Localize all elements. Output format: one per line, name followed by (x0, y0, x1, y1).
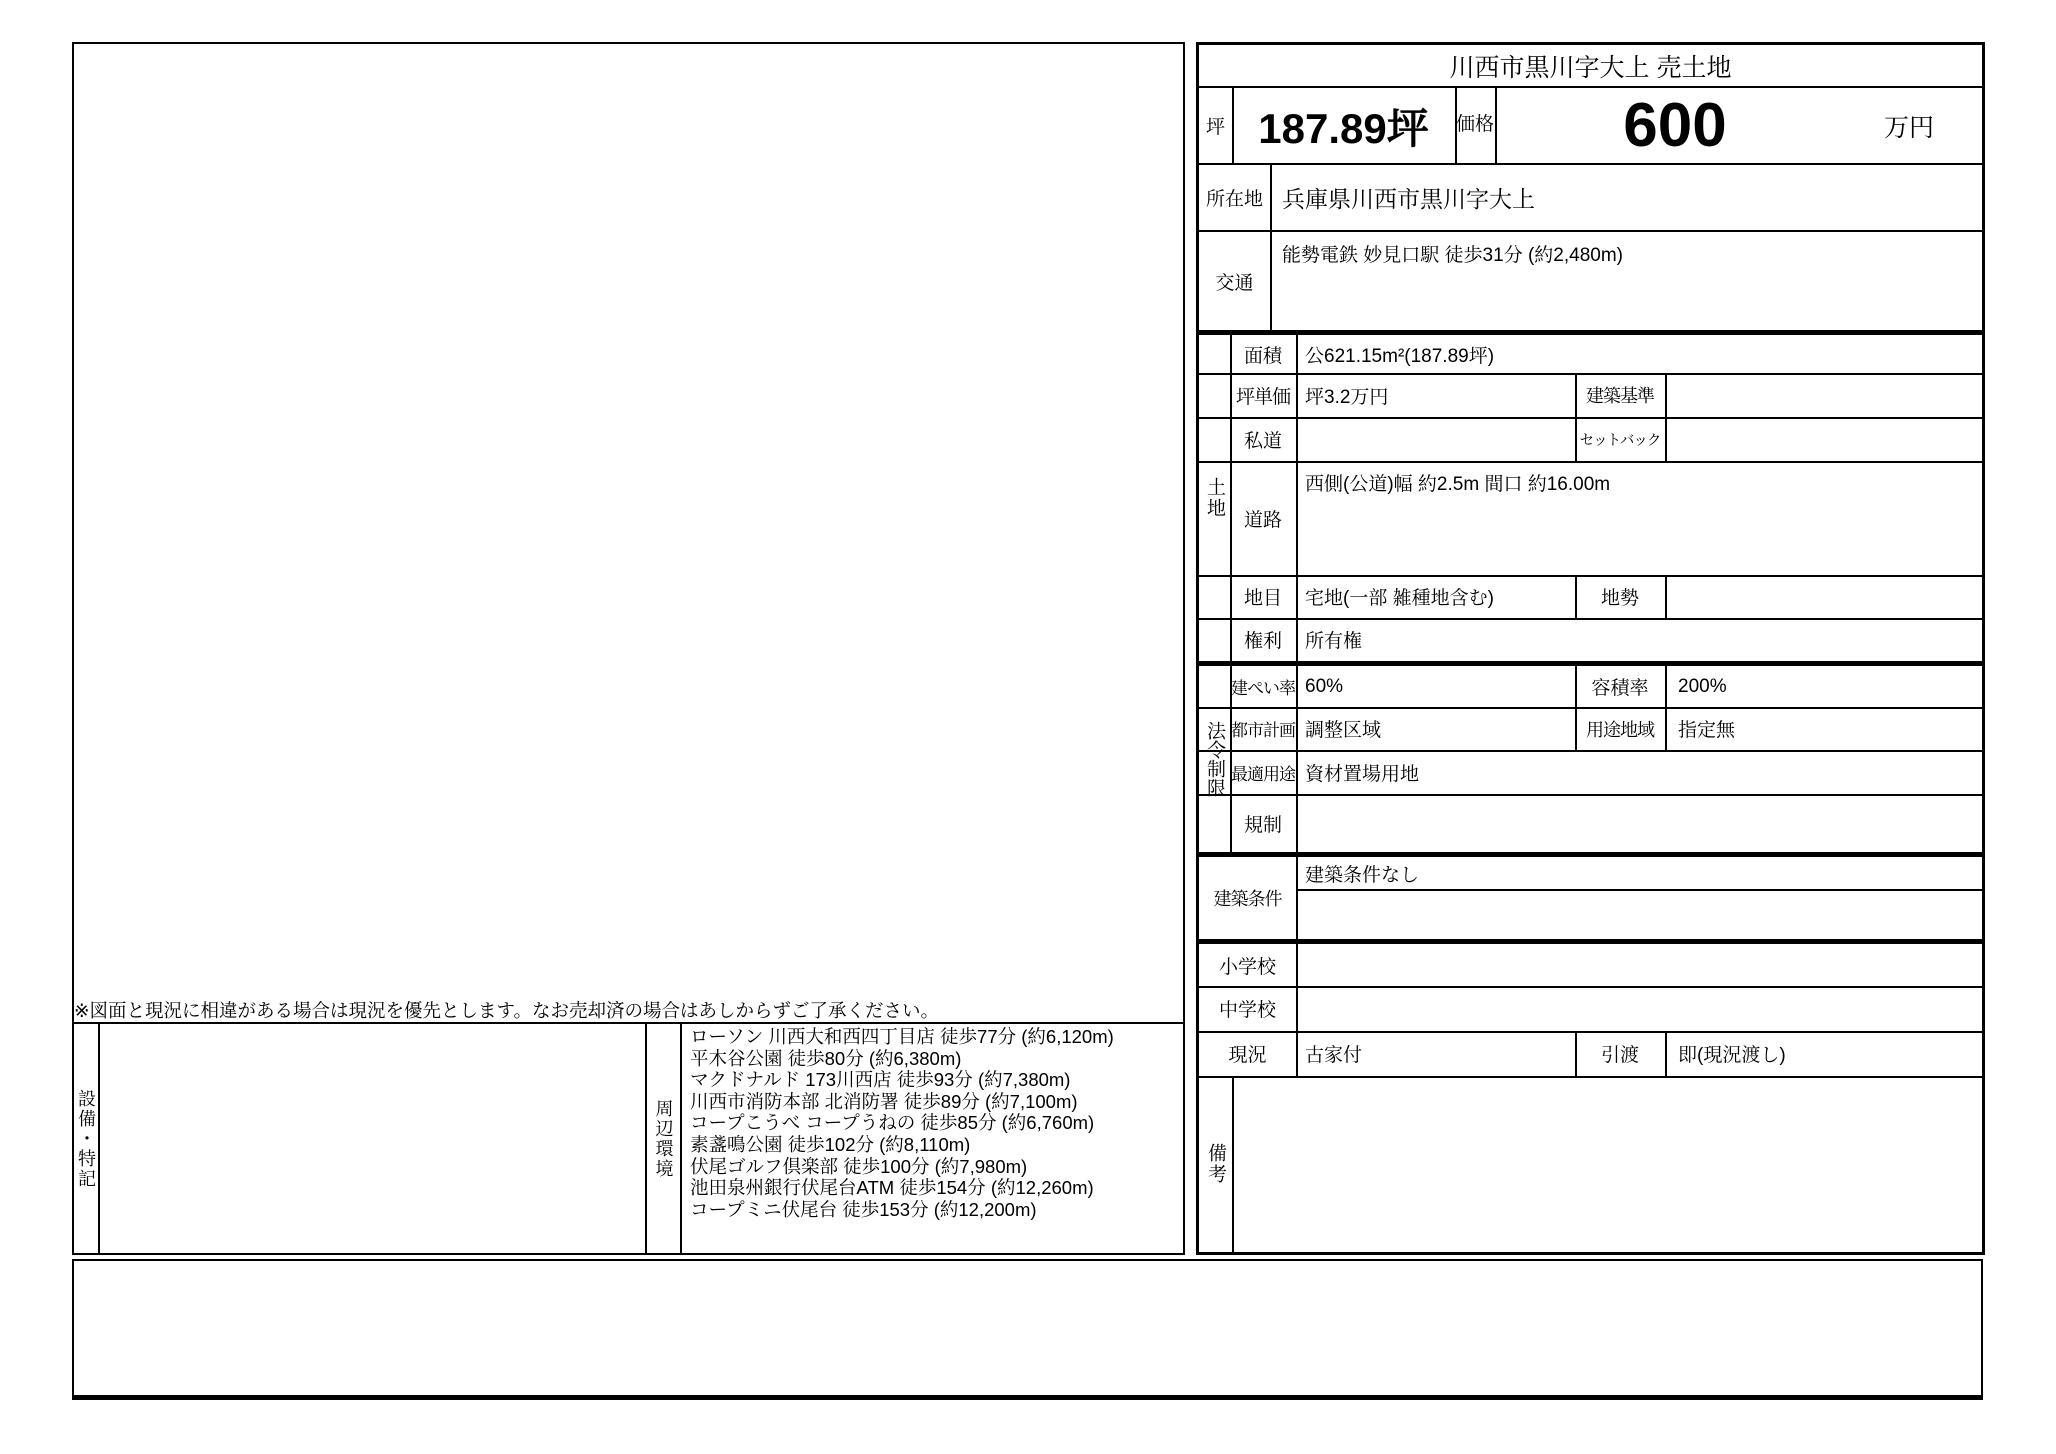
environment-list (690, 1026, 1182, 1220)
environment-item: 素盞鳴公園 徒歩102分 (約8,110m) (690, 1133, 971, 1155)
kenpei-value: 60% (1305, 675, 1344, 697)
shogakko-label: 小学校 (1218, 956, 1276, 978)
access-value: 能勢電鉄 妙見口駅 徒歩31分 (約2,480m) (1282, 245, 1623, 266)
environment-label-divider (680, 1024, 682, 1253)
genkyo-label: 現況 (1228, 1045, 1267, 1066)
biko-label: 備考 (1205, 1143, 1226, 1185)
location-label: 所在地 (1205, 189, 1263, 210)
footer-box (72, 1259, 1983, 1400)
yosekiritsu-value: 200% (1678, 675, 1727, 697)
environment-item: コープこうべ コープうねの 徒歩85分 (約6,760m) (690, 1112, 1095, 1134)
listing-title: 川西市黒川字大上 売土地 (1449, 53, 1732, 82)
doro-value: 西側(公道)幅 約2.5m 間口 約16.00m (1305, 474, 1611, 495)
area-unit-label: 坪 (1205, 117, 1225, 138)
environment-item: 池田泉州銀行伏尾台ATM 徒歩154分 (約12,260m) (690, 1177, 1094, 1199)
yosekiritsu-label: 容積率 (1591, 678, 1649, 699)
spec-panel-inner (1199, 45, 1982, 1252)
saiteki-yoto-value: 資材置場用地 (1305, 763, 1420, 785)
kenri-value: 所有権 (1305, 631, 1363, 652)
yoto-chiiki-value: 指定無 (1678, 720, 1736, 741)
access-label: 交通 (1215, 272, 1254, 294)
horei-section-label: 法令制限 (1204, 721, 1225, 797)
chugakko-label: 中学校 (1218, 1000, 1276, 1021)
yoto-chiiki-label: 用途地域 (1586, 719, 1654, 740)
disclaimer-text: ※図面と現況に相違がある場合は現況を優先とします。なお売却済の場合はあしからずご了承ください。 (74, 1000, 940, 1021)
kenchiku-joken-label: 建築条件 (1213, 889, 1282, 909)
setback-label: セットバック (1579, 432, 1661, 449)
genkyo-value: 古家付 (1305, 1045, 1363, 1066)
location-value: 兵庫県川西市黒川字大上 (1282, 186, 1535, 212)
land-section-label: 土地 (1204, 477, 1225, 519)
menseki-label: 面積 (1243, 345, 1282, 367)
toshi-keikaku-value: 調整区域 (1305, 720, 1382, 741)
hikiwatashi-label: 引渡 (1600, 1045, 1639, 1066)
shido-label: 私道 (1243, 430, 1282, 452)
area-value: 187.89坪 (1258, 104, 1429, 152)
saiteki-yoto-label: 最適用途 (1231, 764, 1295, 784)
tsubo-tanka-value: 坪3.2万円 (1305, 386, 1389, 408)
kenchiku-joken-value: 建築条件なし (1305, 864, 1420, 886)
environment-item: 平木谷公園 徒歩80分 (約6,380m) (690, 1047, 962, 1069)
price-value: 600 (1623, 91, 1727, 160)
environment-item: ローソン 川西大和西四丁目店 徒歩77分 (約6,120m) (690, 1026, 1114, 1047)
price-label: 価格 (1455, 114, 1494, 136)
chimoku-label: 地目 (1243, 588, 1282, 609)
toshi-keikaku-label: 都市計画 (1231, 721, 1295, 740)
chisei-label: 地勢 (1600, 588, 1639, 609)
doro-label: 道路 (1243, 509, 1282, 531)
price-unit: 万円 (1883, 113, 1934, 142)
environment-item: 川西市消防本部 北消防署 徒歩89分 (約7,100m) (690, 1090, 1078, 1112)
environment-item: コープミニ伏尾台 徒歩153分 (約12,200m) (690, 1198, 1037, 1220)
figure-box (72, 42, 1185, 1022)
kenchiku-kijun-label: 建築基準 (1586, 386, 1654, 406)
menseki-value: 公621.15m²(187.89坪) (1305, 345, 1495, 367)
tsubo-tanka-label: 坪単価 (1235, 386, 1290, 408)
kisei-label: 規制 (1243, 814, 1282, 836)
environment-label: 周辺環境 (653, 1098, 674, 1179)
kenpei-label: 建ぺい率 (1231, 679, 1295, 698)
chimoku-value: 宅地(一部 雑種地含む) (1305, 588, 1494, 609)
hikiwatashi-value: 即(現況渡し) (1678, 1045, 1786, 1066)
equipment-label: 設備・特記 (76, 1088, 96, 1189)
environment-item: 伏尾ゴルフ倶楽部 徒歩100分 (約7,980m) (690, 1155, 1028, 1177)
environment-item: マクドナルド 173川西店 徒歩93分 (約7,380m) (690, 1069, 1071, 1091)
kenri-label: 権利 (1243, 631, 1282, 652)
